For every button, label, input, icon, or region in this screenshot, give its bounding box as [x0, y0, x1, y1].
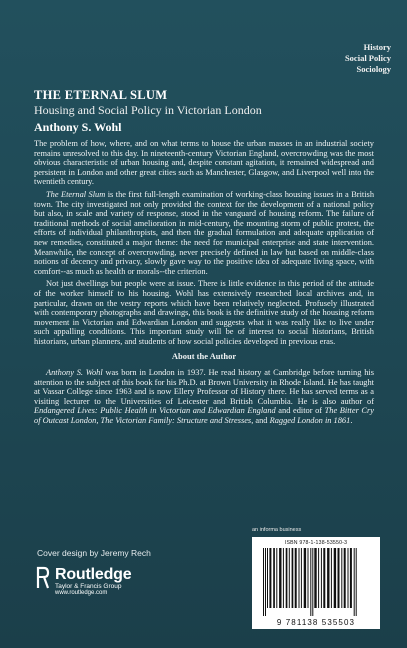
- bio-book-3: Ragged London in 1861: [269, 416, 351, 426]
- publisher-url: www.routledge.com: [55, 590, 108, 596]
- barcode-bar: [286, 548, 288, 608]
- barcode-bar: [273, 548, 275, 608]
- barcode-bar: [338, 548, 340, 608]
- bio-text-1: was born in London in 1937. He read history at Cambridge before turning his attention to the subject of this book for his Ph.D. at Brown University in Rhode Island. He has taught at Vassar College since 1963 and is now Ellery Professor of History there. He has served terms as a visiting lecturer to the Universities of Leicester and British Columbia. He is also author of: [34, 368, 374, 406]
- blurb-paragraph-3: Not just dwellings but people were at issue. There is little evidence in this period of the attitude of the worker himself to his housing. Wohl has extensively researched local archives and, in particular, drawn on the vestry reports which have been relatively neglected. Profusely illustrated with contemporary photographs and drawings, this book is the definitive study of the housing reform movement in Victorian and Edwardian London and suggests what it was really like to live under such appalling conditions. This important study will be of interest to social historians, British historians, urban planners, and students of how social policies developed in previous eras.: [34, 279, 374, 346]
- subject-social-policy: Social Policy: [344, 53, 391, 63]
- barcode-bar: [350, 548, 352, 608]
- barcode-bar: [263, 548, 264, 616]
- blurb: [34, 139, 374, 429]
- barcode-bar: [327, 548, 329, 608]
- isbn-area: [252, 527, 380, 629]
- barcode-bar: [276, 548, 277, 608]
- barcode-bar: [312, 548, 313, 616]
- routledge-icon: [36, 566, 50, 590]
- barcode-image: [261, 548, 371, 616]
- barcode-bar: [314, 548, 316, 608]
- barcode-bar: [334, 548, 336, 608]
- informa-label: an informa business: [252, 527, 302, 533]
- blurb-paragraph-2-text: is the first full-length examination of working-class housing issues in a British town. The city investigated not only provided the context for the development of a national policy but also, in scale and variety of response, stood in the vanguard of housing reform. The failure of traditional methods of social amelioration in mid-century, the mounting storm of public protest, the efforts of individual philanthropists, and then the gradual formulation and adequate application of new remedies, constituted a major theme: the need for municipal enterprise and state intervention. Meanwhile, the concept of overcrowding, never precisely defined in law but based on middle-class notions of decency and privacy, slowly gave way to the positive idea of adequate living space, with comfort--as much as health or morals--the criterion.: [34, 189, 375, 276]
- barcode-bar: [318, 548, 319, 608]
- isbn-number: ISBN 978-1-138-53550-3: [284, 540, 348, 546]
- barcode-bar: [267, 548, 268, 608]
- barcode-bar: [301, 548, 302, 608]
- barcode-bar: [279, 548, 281, 608]
- barcode-box: [252, 537, 380, 629]
- book-author: Anthony S. Wohl: [34, 120, 122, 134]
- barcode-bar: [356, 548, 357, 616]
- subject-sociology: Sociology: [356, 64, 391, 74]
- bio-text-3: , and: [251, 416, 270, 426]
- blurb-paragraph-2: [34, 190, 374, 276]
- barcode-bar: [295, 548, 297, 608]
- publisher-text: [55, 566, 131, 597]
- bio-book-1: Endangered Lives: Public Health in Victorian and Edwardian England: [34, 406, 276, 416]
- barcode-bar: [308, 548, 309, 608]
- blurb-paragraph-1: The problem of how, where, and on what terms to house the urban masses in an industrial society remains unresolved to this day. In nineteenth-century Victorian England, overcrowding was the most obvious characteristic of urban housing and, despite constant agitation, it remained widespread and persistent in London and other great cities such as Manchester, Glasgow, and Liverpool well into the twentieth century.: [34, 139, 374, 187]
- blurb-title-reference: The Eternal Slum: [46, 189, 106, 199]
- barcode-bar: [299, 548, 300, 608]
- barcode-bar: [269, 548, 271, 608]
- book-title: THE ETERNAL SLUM: [34, 88, 168, 102]
- barcode-bar: [344, 548, 346, 608]
- barcode-bar: [292, 548, 294, 608]
- bio-book-2: The Bitter Cry of Outcast London, The Victorian Family: Structure and Stresses: [34, 406, 374, 426]
- bio-text-2: and editor of: [275, 406, 325, 416]
- publisher-name: Routledge: [55, 566, 132, 583]
- barcode-bar: [323, 548, 325, 608]
- barcode-bar: [310, 548, 311, 616]
- barcode-bar: [341, 548, 342, 608]
- barcode-bar: [304, 548, 306, 608]
- barcode-bar: [289, 548, 290, 608]
- bio-text-4: .: [350, 416, 353, 426]
- barcode-bar: [321, 548, 322, 608]
- barcode-bar: [283, 548, 284, 608]
- barcode-bar: [348, 548, 349, 608]
- bio-author-name: Anthony S. Wohl: [46, 368, 103, 378]
- publisher-logo: [36, 566, 131, 597]
- subject-history: History: [363, 42, 391, 52]
- cover-design-credit: Cover design by Jeremy Rech: [37, 548, 151, 558]
- author-bio: [34, 368, 374, 426]
- barcode-bar: [265, 548, 266, 616]
- subject-categories: [345, 42, 391, 75]
- about-author-heading: About the Author: [171, 351, 237, 362]
- barcode-bar: [331, 548, 332, 608]
- barcode-bar: [354, 548, 355, 616]
- publisher-group: Taylor & Francis Group: [55, 583, 122, 590]
- book-subtitle: Housing and Social Policy in Victorian London: [34, 103, 262, 117]
- barcode-digits: 9 781138 535503: [276, 618, 356, 627]
